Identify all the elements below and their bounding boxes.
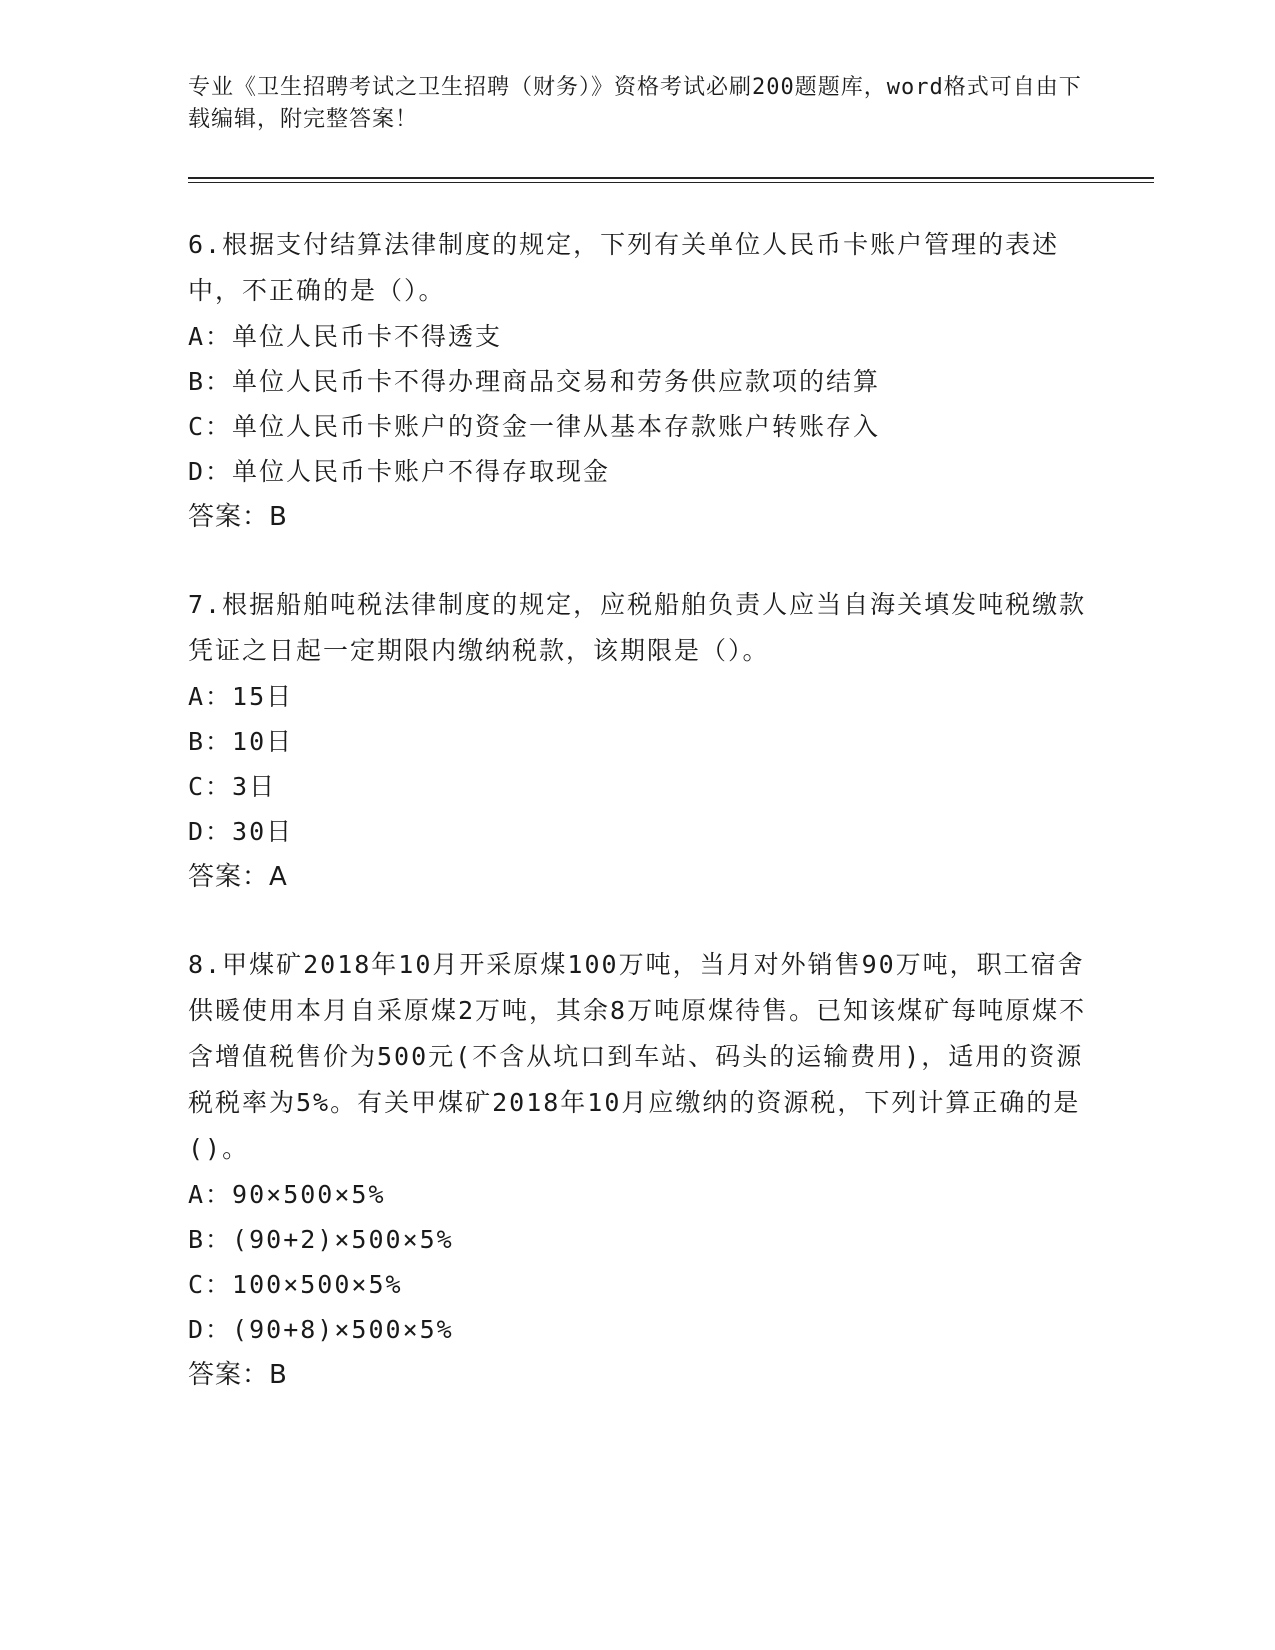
option-a: A：单位人民币卡不得透支: [188, 322, 503, 351]
question-8: [188, 942, 1088, 1398]
option-b: B：(90+2)×500×5%: [188, 1225, 454, 1254]
header-divider-thin: [188, 182, 1154, 183]
option-d: D：单位人民币卡账户不得存取现金: [188, 457, 611, 486]
option-d: D：30日: [188, 817, 294, 846]
question-7: [188, 582, 1088, 900]
option-b: B：10日: [188, 727, 294, 756]
option-a: A：15日: [188, 682, 294, 711]
question-stem: 6.根据支付结算法律制度的规定，下列有关单位人民币卡账户管理的表述中，不正确的是（）。: [188, 230, 1060, 305]
option-c: C：100×500×5%: [188, 1270, 403, 1299]
answer: 答案：A: [188, 862, 288, 892]
option-c: C：单位人民币卡账户的资金一律从基本存款账户转账存入: [188, 412, 881, 441]
option-d: D：(90+8)×500×5%: [188, 1315, 454, 1344]
option-c: C：3日: [188, 772, 277, 801]
question-stem: 7.根据船舶吨税法律制度的规定，应税船舶负责人应当自海关填发吨税缴款凭证之日起一定期限内缴纳税款，该期限是（）。: [188, 590, 1087, 665]
option-b: B：单位人民币卡不得办理商品交易和劳务供应款项的结算: [188, 367, 881, 396]
option-a: A：90×500×5%: [188, 1180, 386, 1209]
answer: 答案：B: [188, 502, 288, 532]
question-6: [188, 222, 1088, 540]
answer: 答案：B: [188, 1360, 288, 1390]
document-header: 专业《卫生招聘考试之卫生招聘（财务）》资格考试必刷200题题库，word格式可自由下载编辑，附完整答案！: [188, 75, 1082, 132]
header-divider: [188, 177, 1154, 179]
question-stem: 8.甲煤矿2018年10月开采原煤100万吨，当月对外销售90万吨，职工宿舍供暖使用本月自采原煤2万吨，其余8万吨原煤待售。已知该煤矿每吨原煤不含增值税售价为500元(不含从坑口到车站、码头的运输费用)，适用的资源税税率为5%。有关甲煤矿2018年10月应缴纳的资源税，下列计算正确的是()。: [188, 950, 1087, 1163]
